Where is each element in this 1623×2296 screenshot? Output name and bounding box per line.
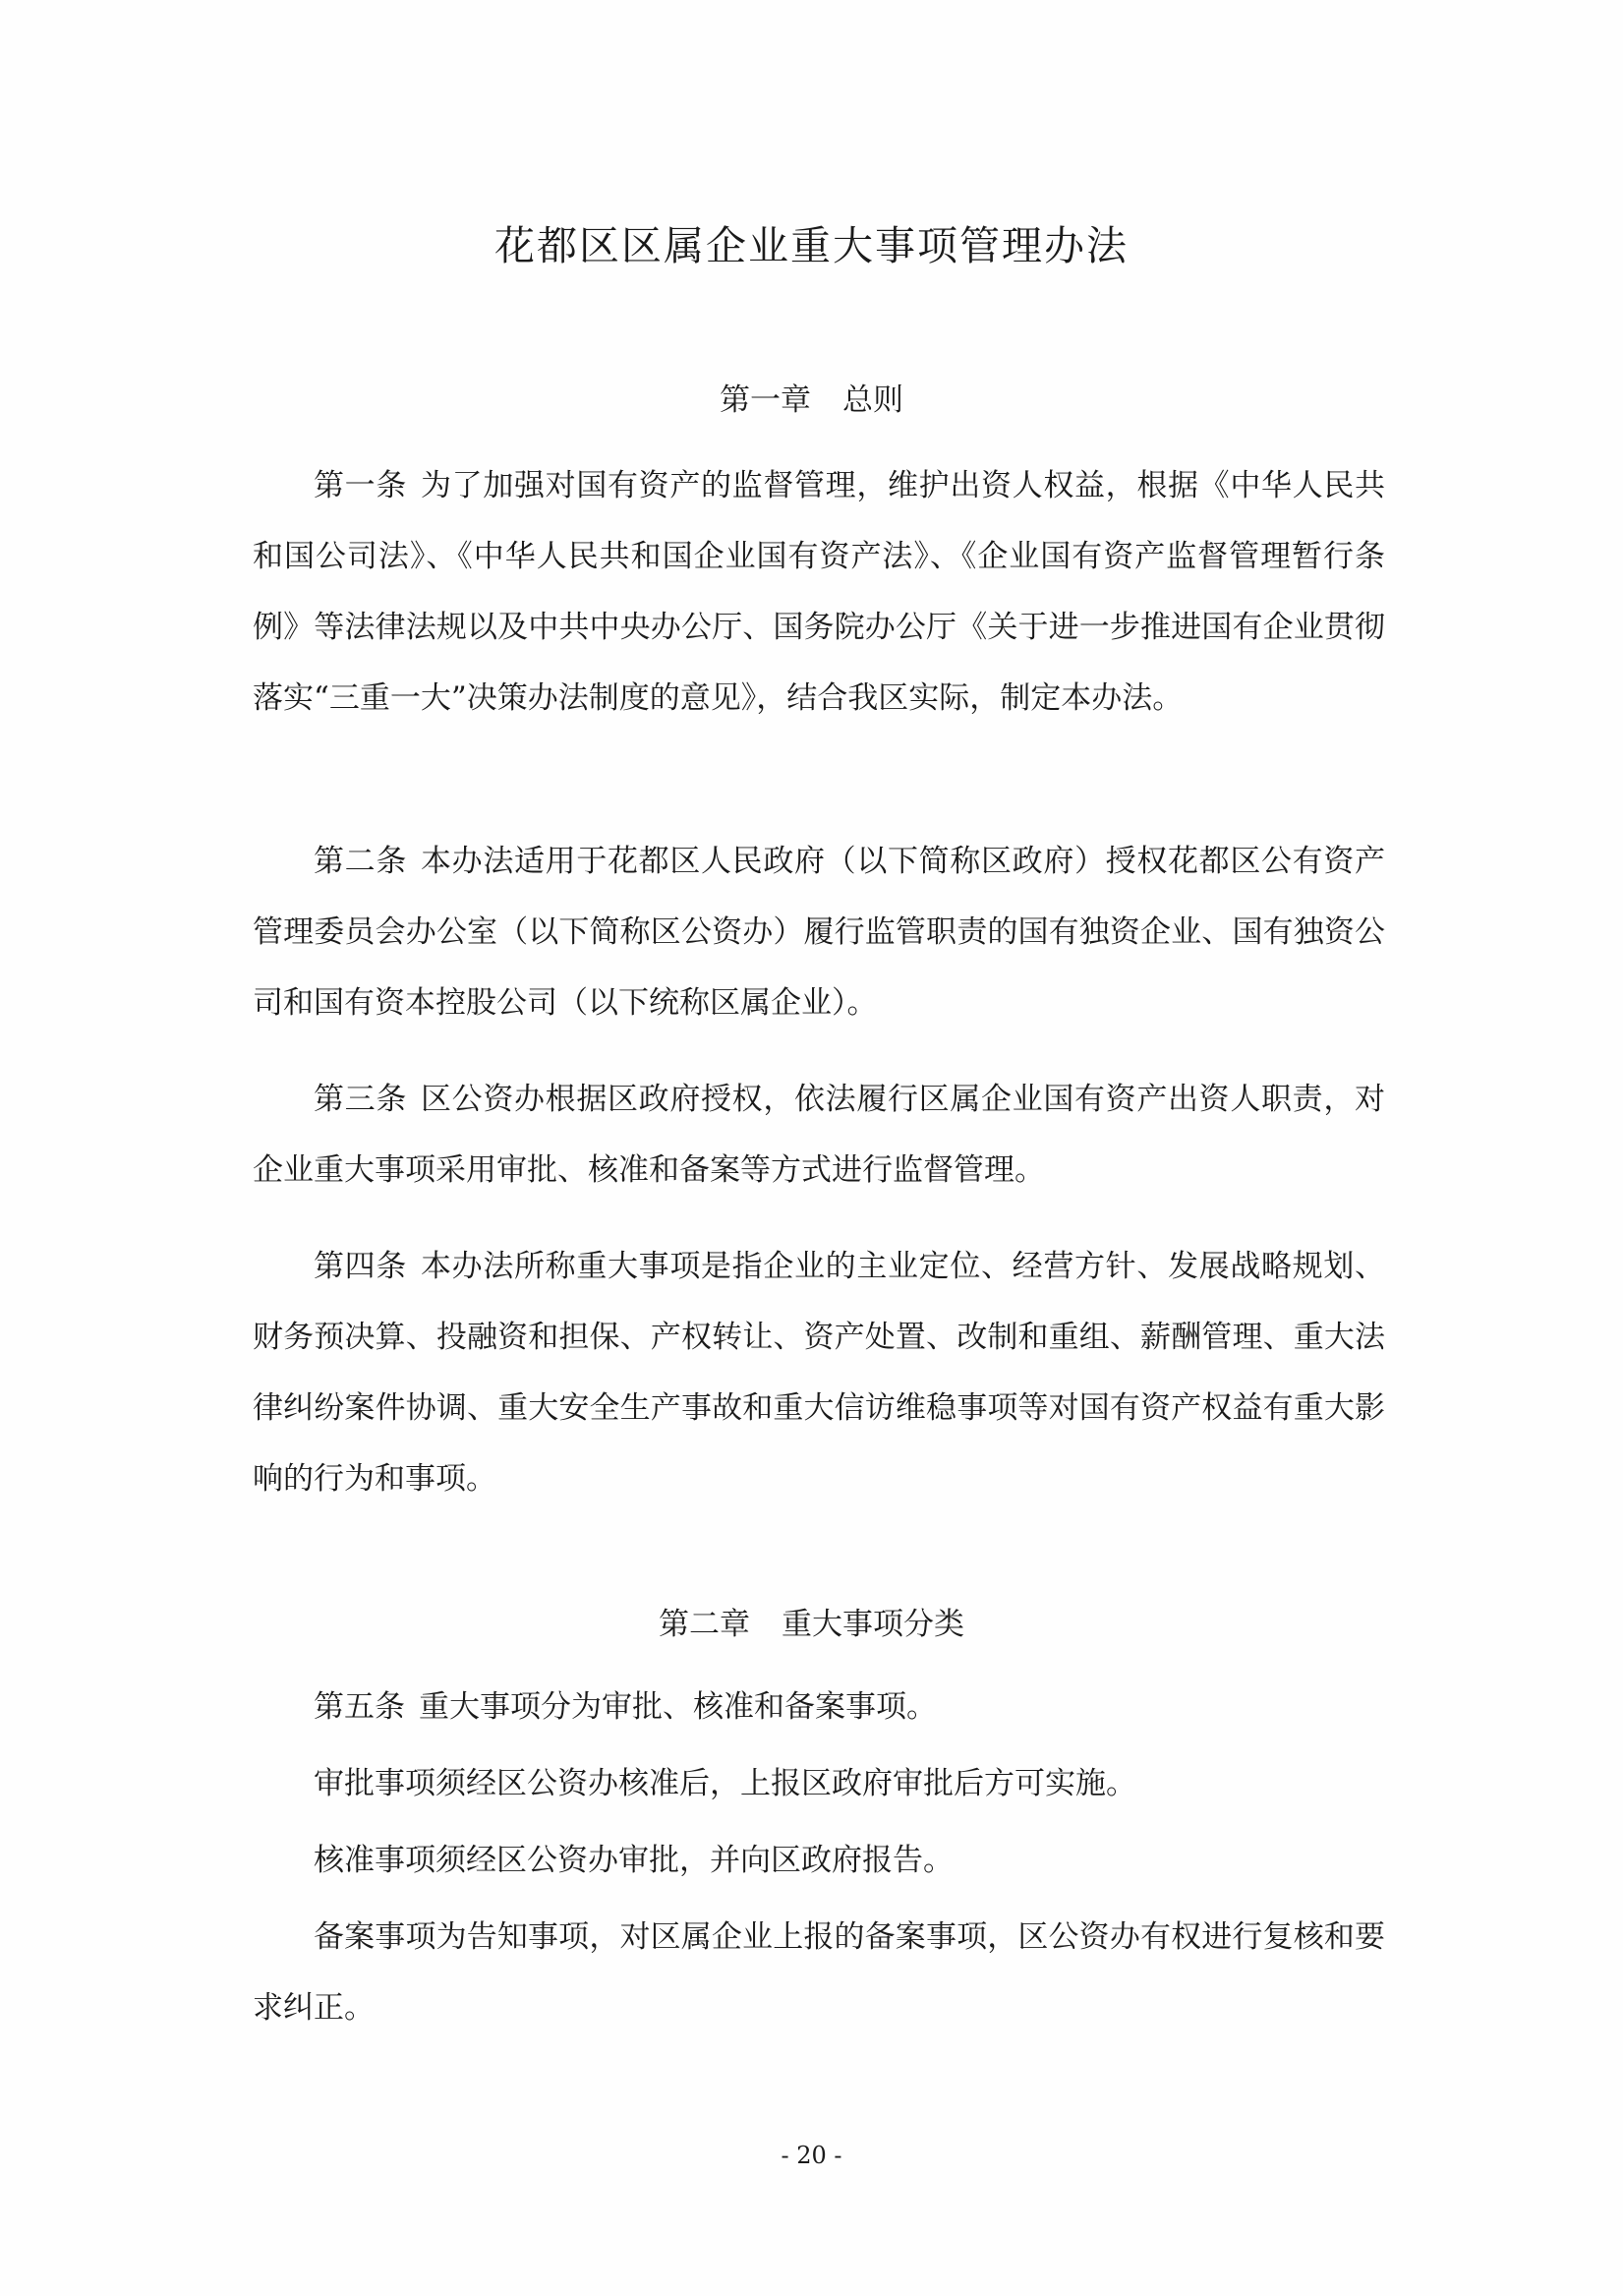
article-5-text: 重大事项分为审批、核准和备案事项。 (419, 1689, 937, 1725)
article-1-label: 第一条 (314, 468, 407, 503)
verification-paragraph: 核准事项须经区公资办审批，并向区政府报告。 (314, 1843, 954, 1878)
article-2-text: 本办法适用于花都区人民政府（以下简称区政府）授权花都区公有资产管理委员会办公室（以下简称区公资办）履行监管职责的国有独资企业、国有独资公司和国有资本控股公司（以下统称区属企业）。 (253, 844, 1385, 1021)
filing-paragraph: 备案事项为告知事项，对区属企业上报的备案事项，区公资办有权进行复核和要求纠正。 (253, 1919, 1385, 2026)
article-3 (253, 1064, 1385, 1206)
chapter-1-name: 总则 (842, 383, 903, 418)
chapter-2-number: 第二章 (659, 1607, 750, 1642)
article-4 (253, 1231, 1385, 1514)
chapter-1-number: 第一章 (720, 383, 811, 418)
article-5 (253, 1672, 1385, 1742)
article-2 (253, 826, 1385, 1038)
chapter-1-heading (0, 379, 1623, 422)
approval-paragraph: 审批事项须经区公资办核准后，上报区政府审批后方可实施。 (314, 1766, 1136, 1801)
article-1-text: 为了加强对国有资产的监督管理，维护出资人权益，根据《中华人民共和国公司法》、《中华人民共和国企业国有资产法》、《企业国有资产监督管理暂行条例》等法律法规以及中共中央办公厅、国务院办公厅《关于进一步推进国有企业贯彻落实“三重一大”决策办法制度的意见》，结合我区实际，制定本办法。 (253, 468, 1385, 716)
document-title: 花都区区属企业重大事项管理办法 (494, 222, 1129, 269)
page-number: - 20 - (781, 2142, 842, 2169)
article-2-label: 第二条 (314, 844, 407, 879)
chapter-2-name: 重大事项分类 (782, 1607, 964, 1642)
article-3-label: 第三条 (314, 1082, 407, 1117)
article-4-label: 第四条 (314, 1249, 407, 1284)
article-1 (253, 450, 1385, 734)
chapter-2-heading (0, 1603, 1623, 1646)
article-4-text: 本办法所称重大事项是指企业的主业定位、经营方针、发展战略规划、财务预决算、投融资和担保、产权转让、资产处置、改制和重组、薪酬管理、重大法律纠纷案件协调、重大安全生产事故和重大信访维稳事项等对国有资产权益有重大影响的行为和事项。 (253, 1249, 1385, 1497)
article-5-label: 第五条 (314, 1689, 405, 1725)
article-3-text: 区公资办根据区政府授权，依法履行区属企业国有资产出资人职责，对企业重大事项采用审批、核准和备案等方式进行监督管理。 (253, 1082, 1385, 1188)
